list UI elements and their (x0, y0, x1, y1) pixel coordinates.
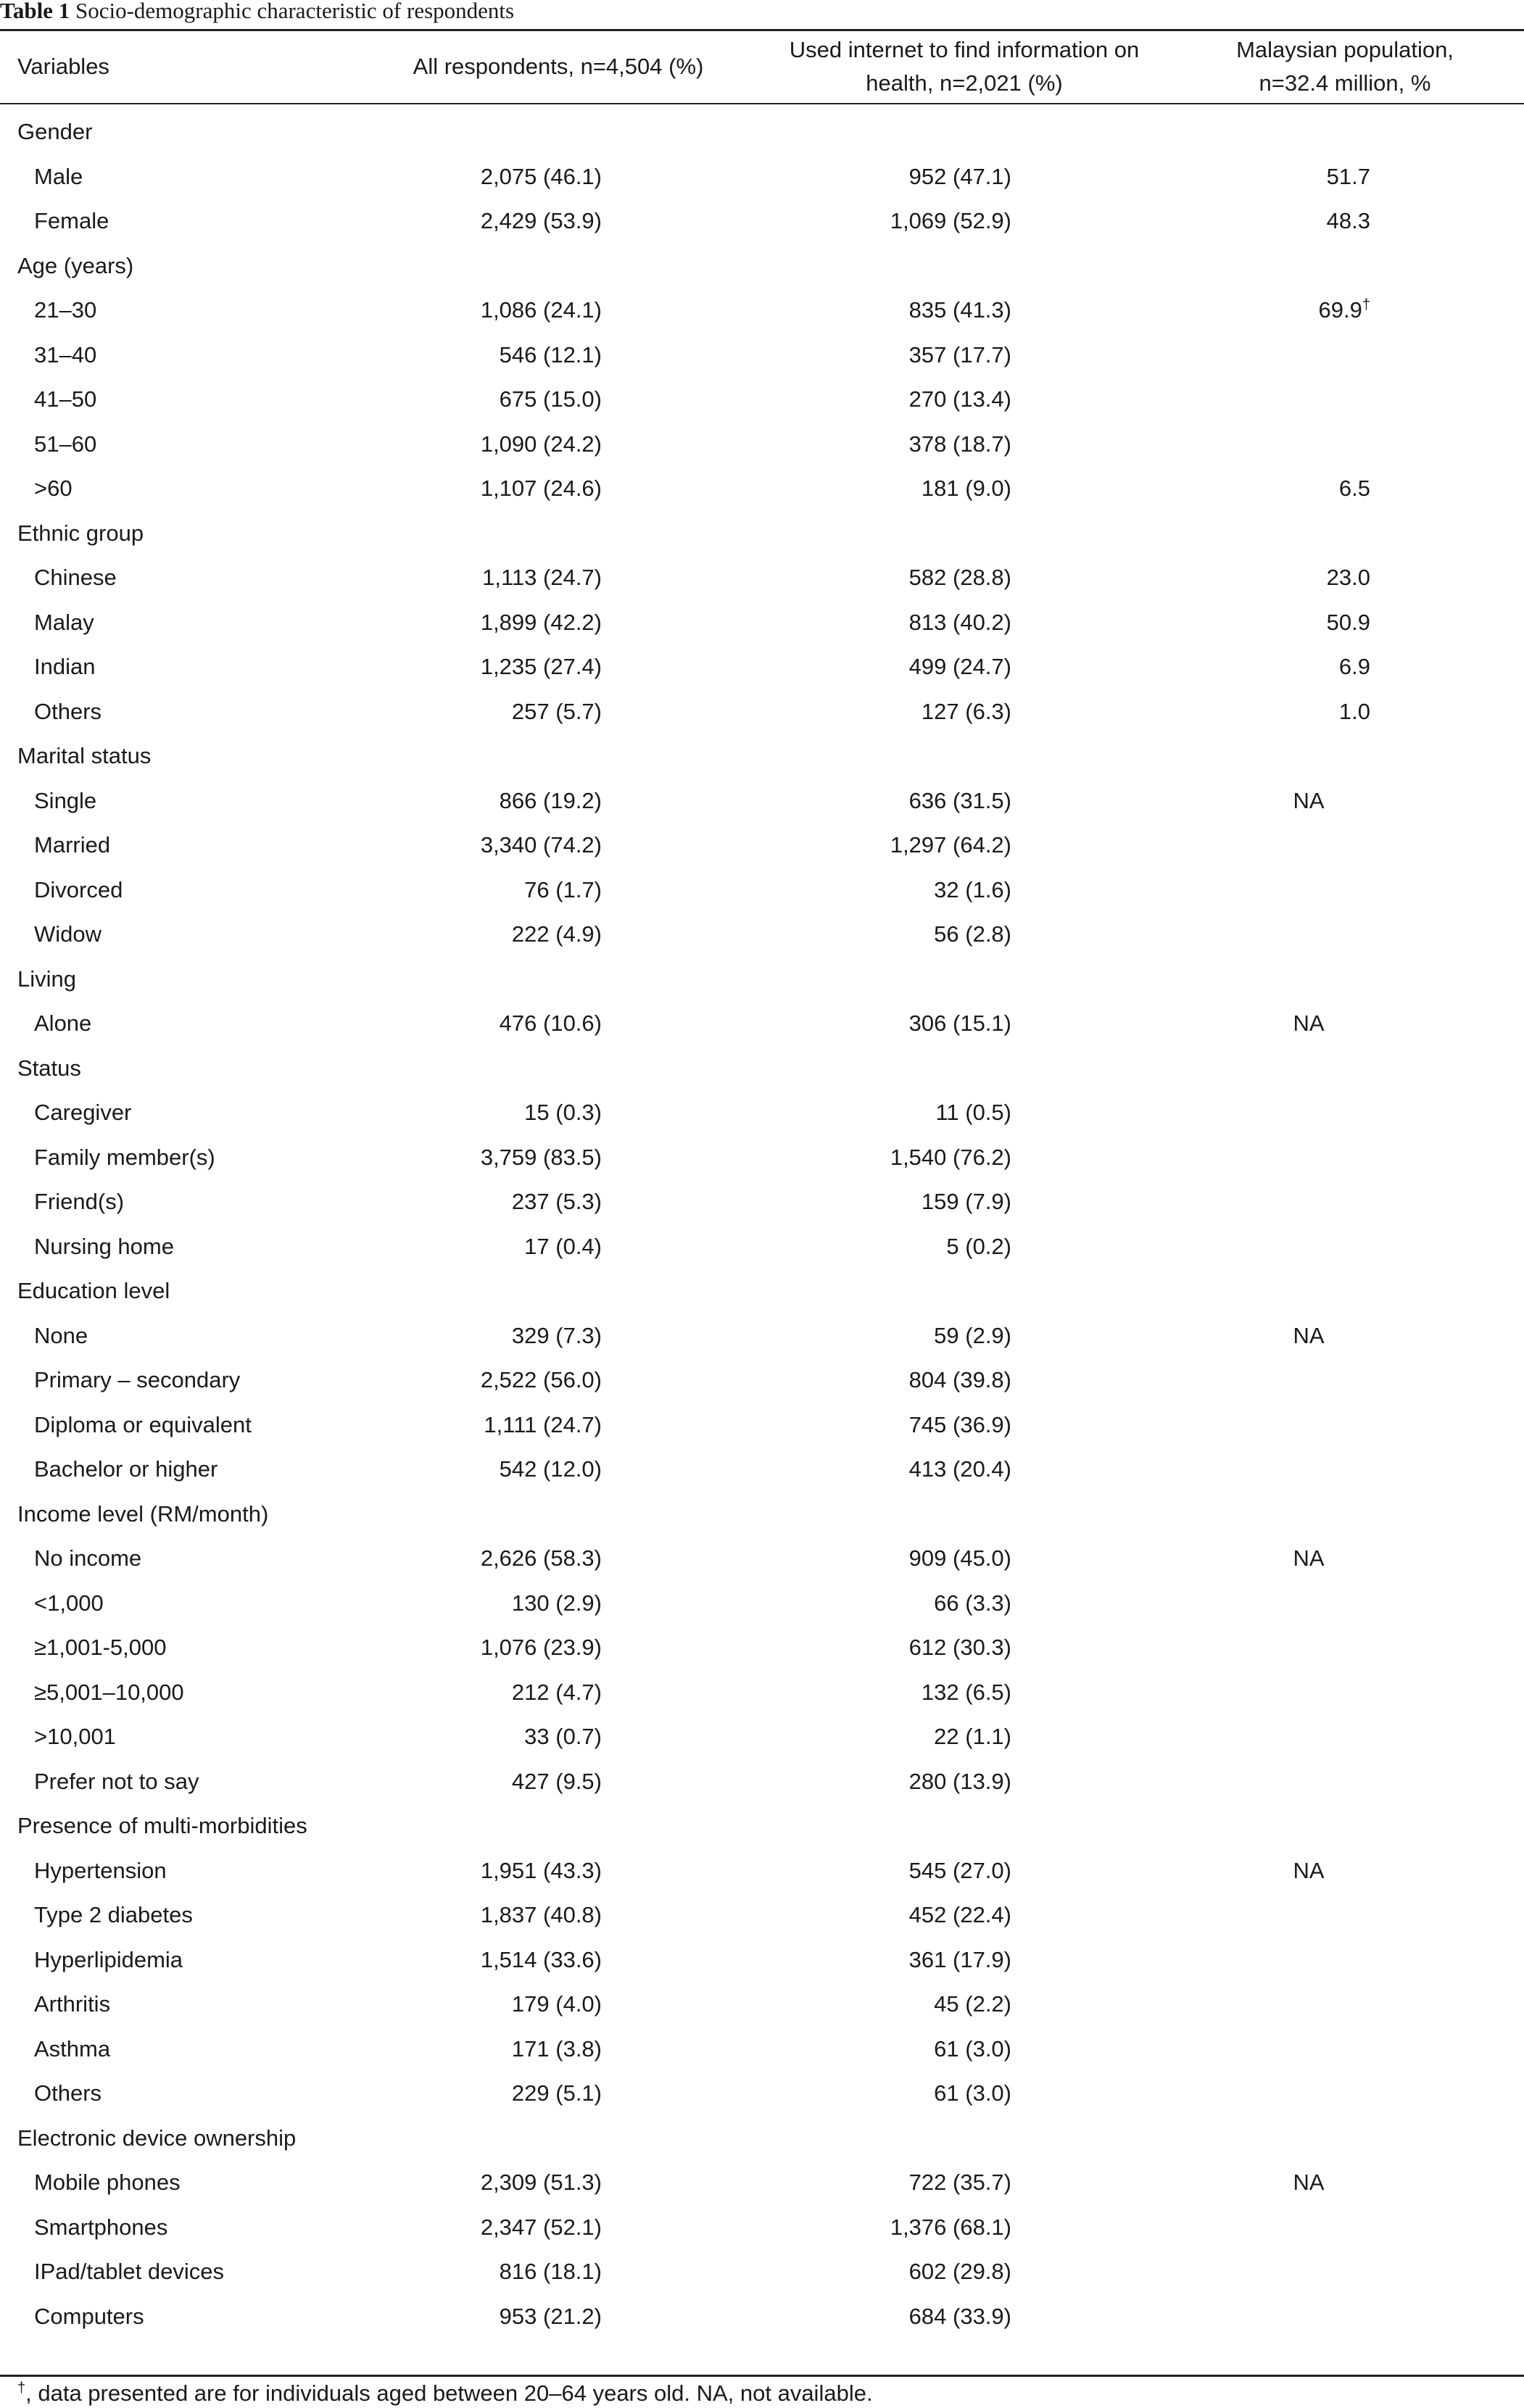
all-respondents-cell: 229 (5.1) (511, 2080, 602, 2106)
population-cell (1247, 1135, 1370, 1179)
all-respondents-cell: 1,107 (24.6) (480, 476, 602, 501)
table-row (0, 466, 1524, 510)
group-label: Presence of multi-morbidities (17, 1813, 307, 1838)
population-cell (1247, 1403, 1370, 1447)
variable-label: Chinese (34, 565, 117, 590)
all-respondents-cell: 33 (0.7) (524, 1724, 602, 1749)
population-cell (1247, 555, 1370, 599)
variable-label: Asthma (34, 2035, 111, 2062)
population-cell (1247, 1447, 1370, 1491)
table-row (0, 912, 1524, 956)
group-row (0, 1269, 1524, 1313)
used-internet-cell: 280 (13.9) (908, 1768, 1011, 1794)
variable-label: Prefer not to say (34, 1768, 199, 1794)
variable-label: Primary – secondary (34, 1367, 241, 1392)
group-row (0, 2116, 1524, 2160)
all-respondents-cell: 866 (19.2) (499, 787, 602, 813)
table-row (0, 1848, 1524, 1893)
variable-label: Married (34, 832, 111, 858)
population-cell (1247, 823, 1370, 867)
used-internet-cell: 32 (1.6) (934, 876, 1011, 902)
variable-label: Computers (34, 2303, 144, 2329)
population-cell (1247, 2205, 1370, 2249)
variable-label: Friend(s) (34, 1189, 125, 1214)
population-cell (1247, 1670, 1370, 1714)
table-row (0, 2027, 1524, 2071)
used-internet-cell: 813 (40.2) (908, 609, 1011, 635)
population-cell (1247, 1982, 1370, 2026)
used-internet-cell: 378 (18.7) (908, 431, 1011, 457)
used-internet-cell: 582 (28.8) (908, 565, 1011, 590)
table-row (0, 2249, 1524, 2293)
population-cell (1247, 2249, 1370, 2293)
used-internet-cell: 909 (45.0) (908, 1545, 1011, 1571)
variable-label: Malay (34, 609, 94, 635)
used-internet-cell: 66 (3.3) (934, 1590, 1011, 1616)
used-internet-cell: 22 (1.1) (934, 1724, 1011, 1749)
table-row (0, 2205, 1524, 2249)
population-value: 51.7 (1326, 163, 1370, 189)
table-row (0, 1179, 1524, 1224)
header-used-internet-line2: health, n=2,021 (%) (866, 70, 1063, 96)
all-respondents-cell: 1,076 (23.9) (480, 1635, 602, 1660)
population-cell (1247, 868, 1370, 912)
variable-label: Type 2 diabetes (34, 1902, 193, 1927)
all-respondents-cell: 2,522 (56.0) (480, 1367, 602, 1392)
group-label: Living (17, 966, 76, 992)
variable-label: Mobile phones (34, 2170, 181, 2195)
variable-label: 31–40 (34, 341, 97, 368)
used-internet-cell: 1,540 (76.2) (890, 1144, 1011, 1170)
variable-label: >10,001 (34, 1724, 116, 1749)
variable-label: Arthritis (34, 1991, 111, 2017)
population-cell (1247, 2027, 1370, 2071)
population-value: 50.9 (1326, 609, 1370, 635)
group-row (0, 244, 1524, 288)
table-row (0, 1938, 1524, 1982)
population-value: NA (1293, 1857, 1325, 1883)
variable-label: Indian (34, 654, 96, 679)
all-respondents-cell: 76 (1.7) (524, 876, 602, 902)
variable-label: IPad/tablet devices (34, 2259, 224, 2284)
table-row (0, 1313, 1524, 1358)
all-respondents-cell: 17 (0.4) (524, 1233, 602, 1259)
used-internet-cell: 45 (2.2) (934, 1991, 1011, 2017)
table-row (0, 1403, 1524, 1447)
variable-label: Single (34, 787, 97, 813)
population-cell (1247, 377, 1370, 421)
used-internet-cell: 11 (0.5) (935, 1100, 1011, 1125)
variable-label: Alone (34, 1010, 92, 1036)
population-cell (1247, 779, 1370, 823)
used-internet-cell: 545 (27.0) (908, 1857, 1011, 1883)
population-cell (1247, 600, 1370, 644)
all-respondents-cell: 171 (3.8) (511, 2035, 602, 2062)
population-cell (1247, 912, 1370, 956)
used-internet-cell: 452 (22.4) (908, 1902, 1011, 1927)
all-respondents-cell: 427 (9.5) (511, 1768, 602, 1794)
group-row (0, 109, 1524, 154)
used-internet-cell: 413 (20.4) (908, 1456, 1011, 1482)
used-internet-cell: 952 (47.1) (908, 163, 1011, 189)
table-row (0, 154, 1524, 199)
variable-label: None (34, 1322, 88, 1348)
population-cell (1247, 199, 1370, 243)
used-internet-cell: 132 (6.5) (921, 1679, 1011, 1705)
population-cell (1247, 644, 1370, 689)
group-row (0, 1046, 1524, 1090)
all-respondents-cell: 953 (21.2) (499, 2303, 602, 2329)
table-row (0, 199, 1524, 243)
used-internet-cell: 5 (0.2) (946, 1233, 1011, 1259)
table-number: Table 1 (0, 0, 70, 23)
population-cell (1247, 2294, 1370, 2338)
table-row (0, 1714, 1524, 1759)
all-respondents-cell: 222 (4.9) (511, 921, 602, 947)
table-row (0, 779, 1524, 823)
used-internet-cell: 56 (2.8) (934, 921, 1011, 947)
population-value: NA (1293, 787, 1325, 813)
variable-label: Divorced (34, 876, 123, 902)
used-internet-cell: 361 (17.9) (908, 1946, 1011, 1972)
table-row (0, 1581, 1524, 1625)
used-internet-cell: 612 (30.3) (908, 1635, 1011, 1660)
table-row (0, 1625, 1524, 1669)
group-label: Education level (17, 1278, 170, 1303)
population-cell (1247, 1848, 1370, 1893)
population-cell (1247, 689, 1370, 734)
population-cell (1247, 1625, 1370, 1669)
used-internet-cell: 636 (31.5) (908, 787, 1011, 813)
table-row (0, 333, 1524, 377)
group-label: Marital status (17, 743, 152, 768)
all-respondents-cell: 2,626 (58.3) (480, 1545, 602, 1571)
used-internet-cell: 602 (29.8) (908, 2259, 1011, 2284)
variable-label: Others (34, 698, 102, 724)
all-respondents-cell: 1,514 (33.6) (480, 1946, 602, 1972)
used-internet-cell: 59 (2.9) (934, 1322, 1011, 1348)
table-row (0, 600, 1524, 644)
group-row (0, 1803, 1524, 1848)
table-row (0, 377, 1524, 421)
table-row (0, 1893, 1524, 1937)
population-cell (1247, 1536, 1370, 1580)
table-row (0, 555, 1524, 599)
population-value: 48.3 (1326, 208, 1370, 233)
population-cell (1247, 422, 1370, 466)
all-respondents-cell: 1,899 (42.2) (480, 609, 602, 635)
all-respondents-cell: 1,090 (24.2) (480, 431, 602, 457)
used-internet-cell: 61 (3.0) (934, 2080, 1011, 2106)
footnote (17, 2379, 873, 2408)
header-malaysian-line1: Malaysian population, (1236, 37, 1454, 62)
population-cell (1247, 1581, 1370, 1625)
population-value: 1.0 (1338, 698, 1370, 724)
variable-label: Male (34, 163, 83, 189)
variable-label: 41–50 (34, 386, 97, 412)
group-label: Ethnic group (17, 520, 144, 546)
population-footnote-marker: † (1362, 296, 1370, 313)
footnote-symbol: † (17, 2380, 26, 2396)
used-internet-cell: 61 (3.0) (934, 2035, 1011, 2062)
footnote-text: , data presented are for individuals aged between 20–64 years old. NA, not available. (25, 2380, 873, 2406)
variable-label: <1,000 (34, 1590, 104, 1616)
group-row (0, 1492, 1524, 1536)
table-row (0, 1670, 1524, 1714)
table-row (0, 1447, 1524, 1491)
all-respondents-cell: 329 (7.3) (511, 1322, 602, 1348)
population-cell (1247, 1759, 1370, 1803)
population-cell (1247, 1714, 1370, 1759)
population-cell (1247, 2071, 1370, 2115)
population-value: NA (1293, 1322, 1325, 1348)
all-respondents-cell: 15 (0.3) (524, 1100, 602, 1125)
all-respondents-cell: 1,086 (24.1) (480, 297, 602, 323)
group-label: Age (years) (17, 252, 134, 278)
population-cell (1247, 1938, 1370, 1982)
table-row (0, 2294, 1524, 2338)
population-value: 6.5 (1338, 476, 1370, 501)
variable-label: Widow (34, 921, 102, 947)
population-cell (1247, 288, 1370, 332)
all-respondents-cell: 2,429 (53.9) (480, 208, 602, 233)
population-cell (1247, 333, 1370, 377)
variable-label: >60 (34, 476, 73, 501)
table-row (0, 644, 1524, 689)
population-value: 69.9 (1318, 297, 1362, 323)
table-row (0, 2071, 1524, 2115)
variable-label: Female (34, 208, 109, 233)
table-row (0, 689, 1524, 734)
header-all-respondents-label: All respondents, n=4,504 (%) (413, 54, 704, 79)
all-respondents-cell: 237 (5.3) (511, 1189, 602, 1214)
variable-label: Diploma or equivalent (34, 1411, 252, 1437)
group-row (0, 734, 1524, 778)
all-respondents-cell: 3,340 (74.2) (480, 832, 602, 858)
used-internet-cell: 499 (24.7) (908, 654, 1011, 679)
variable-label: Bachelor or higher (34, 1456, 218, 1482)
all-respondents-cell: 546 (12.1) (499, 341, 602, 368)
used-internet-cell: 745 (36.9) (908, 1411, 1011, 1437)
population-cell (1247, 1090, 1370, 1134)
population-cell (1247, 1001, 1370, 1045)
used-internet-cell: 835 (41.3) (908, 297, 1011, 323)
all-respondents-cell: 212 (4.7) (511, 1679, 602, 1705)
table-row (0, 1358, 1524, 1402)
population-value: 23.0 (1326, 565, 1370, 590)
all-respondents-cell: 1,837 (40.8) (480, 1902, 602, 1927)
population-cell (1247, 466, 1370, 510)
all-respondents-cell: 1,113 (24.7) (482, 565, 602, 590)
table-row (0, 1224, 1524, 1269)
all-respondents-cell: 1,111 (24.7) (484, 1411, 602, 1437)
all-respondents-cell: 3,759 (83.5) (480, 1144, 602, 1170)
used-internet-cell: 159 (7.9) (921, 1189, 1011, 1214)
all-respondents-cell: 2,347 (52.1) (480, 2214, 602, 2240)
group-label: Status (17, 1055, 81, 1081)
all-respondents-cell: 675 (15.0) (499, 386, 602, 412)
all-respondents-cell: 1,951 (43.3) (480, 1857, 602, 1883)
variable-label: Others (34, 2080, 102, 2106)
table-row (0, 1135, 1524, 1179)
population-value: NA (1293, 1010, 1325, 1036)
table-row (0, 422, 1524, 466)
all-respondents-cell: 130 (2.9) (511, 1590, 602, 1616)
population-cell (1247, 1893, 1370, 1937)
used-internet-cell: 357 (17.7) (908, 341, 1011, 368)
header-used-internet-line1: Used internet to find information on (789, 37, 1140, 62)
header-malaysian-line2: n=32.4 million, % (1259, 70, 1431, 96)
variable-label: ≥5,001–10,000 (34, 1679, 184, 1705)
all-respondents-cell: 476 (10.6) (499, 1010, 602, 1036)
used-internet-cell: 181 (9.0) (921, 476, 1011, 501)
variable-label: Caregiver (34, 1100, 132, 1125)
used-internet-cell: 1,376 (68.1) (890, 2214, 1011, 2240)
table-row (0, 823, 1524, 867)
table-row (0, 288, 1524, 332)
variable-label: No income (34, 1545, 142, 1571)
all-respondents-cell: 542 (12.0) (499, 1456, 602, 1482)
group-row (0, 511, 1524, 555)
variable-label: ≥1,001-5,000 (34, 1635, 167, 1660)
population-value: 6.9 (1338, 654, 1370, 679)
variable-label: 21–30 (34, 297, 97, 323)
all-respondents-cell: 816 (18.1) (499, 2259, 602, 2284)
population-cell (1247, 1358, 1370, 1402)
used-internet-cell: 1,069 (52.9) (890, 208, 1011, 233)
population-value: NA (1293, 2170, 1325, 2195)
used-internet-cell: 1,297 (64.2) (890, 832, 1011, 858)
table-title: Socio-demographic characteristic of respondents (70, 0, 515, 23)
population-cell (1247, 1179, 1370, 1224)
group-label: Income level (RM/month) (17, 1500, 269, 1527)
table-row (0, 2160, 1524, 2204)
header-variables-label: Variables (17, 54, 109, 79)
population-cell (1247, 1313, 1370, 1358)
variable-label: Smartphones (34, 2214, 168, 2240)
group-row (0, 957, 1524, 1001)
used-internet-cell: 270 (13.4) (908, 386, 1011, 412)
variable-label: Nursing home (34, 1233, 174, 1259)
table-row (0, 1090, 1524, 1134)
table-row (0, 1536, 1524, 1580)
table-row (0, 1982, 1524, 2026)
variable-label: 51–60 (34, 431, 97, 457)
all-respondents-cell: 2,075 (46.1) (480, 163, 602, 189)
population-cell (1247, 1224, 1370, 1269)
population-cell (1247, 154, 1370, 199)
all-respondents-cell: 257 (5.7) (511, 698, 602, 724)
bottom-rule (0, 2375, 1524, 2377)
group-label: Gender (17, 119, 93, 144)
group-label: Electronic device ownership (17, 2125, 297, 2151)
population-cell (1247, 2160, 1370, 2204)
all-respondents-cell: 2,309 (51.3) (480, 2170, 602, 2195)
table-row (0, 868, 1524, 912)
population-value: NA (1293, 1545, 1325, 1571)
all-respondents-cell: 179 (4.0) (511, 1991, 602, 2017)
used-internet-cell: 804 (39.8) (908, 1367, 1011, 1392)
used-internet-cell: 684 (33.9) (908, 2303, 1011, 2329)
variable-label: Hypertension (34, 1857, 167, 1883)
variable-label: Family member(s) (34, 1144, 215, 1170)
used-internet-cell: 306 (15.1) (908, 1010, 1011, 1036)
variable-label: Hyperlipidemia (34, 1946, 183, 1972)
used-internet-cell: 127 (6.3) (921, 698, 1011, 724)
table-row (0, 1759, 1524, 1803)
all-respondents-cell: 1,235 (27.4) (480, 654, 602, 679)
table-row (0, 1001, 1524, 1045)
used-internet-cell: 722 (35.7) (908, 2170, 1011, 2195)
